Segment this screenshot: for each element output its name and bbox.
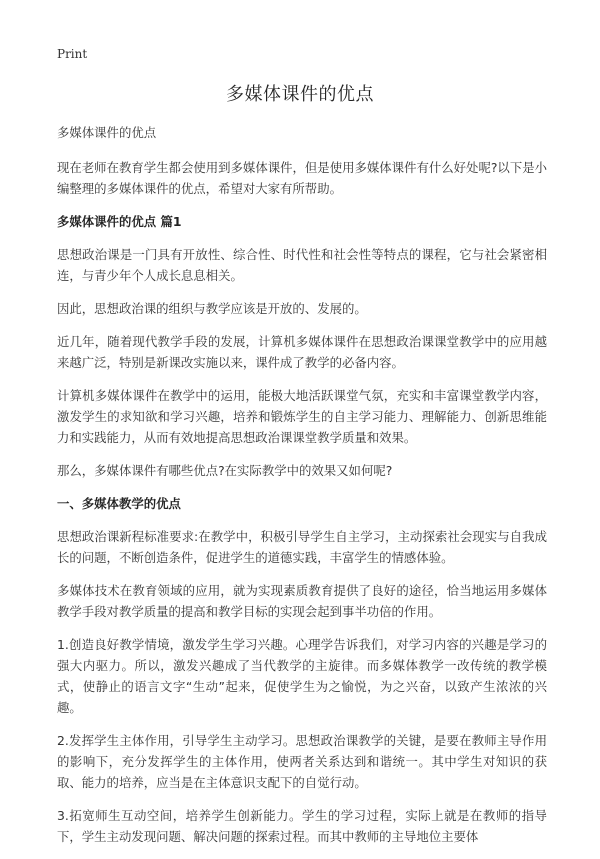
print-link[interactable]: Print <box>57 47 88 61</box>
document-title: 多媒体课件的优点 <box>226 84 374 105</box>
section-heading: 多媒体课件的优点 篇1 <box>57 214 182 229</box>
paragraph: 因此，思想政治课的组织与教学应该是开放的、发展的。 <box>57 301 367 316</box>
paragraph: 多媒体技术在教育领域的应用，就为实现素质教育提供了良好的途径，恰当地运用多媒体教学手段对教学质量的提高和教学目标的实现会起到事半功倍的作用。 <box>57 583 547 619</box>
intro-paragraph: 现在老师在教育学生都会使用到多媒体课件，但是使用多媒体课件有什么好处呢?以下是小编整理的多媒体课件的优点，希望对大家有所帮助。 <box>57 160 547 196</box>
paragraph: 那么，多媒体课件有哪些优点?在实际教学中的效果又如何呢? <box>57 463 393 478</box>
paragraph: 计算机多媒体课件在教学中的运用，能极大地活跃课堂气氛，充实和丰富课堂教学内容，激发学生的求知欲和学习兴趣，培养和锻炼学生的自主学习能力、理解能力、创新思维能力和实践能力，从而有效地提高思想政治课课堂教学质量和效果。 <box>57 388 547 445</box>
paragraph: 2.发挥学生主体作用，引导学生主动学习。思想政治课教学的关键，是要在教师主导作用的影响下，充分发挥学生的主体作用，使两者关系达到和谐统一。其中学生对知识的获取、能力的培养，应当是在主体意识支配下的自觉行动。 <box>57 733 547 790</box>
section-heading: 一、多媒体教学的优点 <box>57 496 181 511</box>
paragraph: 思想政治课新程标准要求:在教学中，积极引导学生自主学习，主动探索社会现实与自我成长的问题，不断创造条件，促进学生的道德实践，丰富学生的情感体验。 <box>57 529 547 565</box>
paragraph: 1.创造良好教学情境，激发学生学习兴趣。心理学告诉我们，对学习内容的兴趣是学习的强大内驱力。所以，激发兴趣成了当代教学的主旋律。而多媒体教学一改传统的教学模式，使静止的语言文字“生动”起来，促使学生为之愉悦，为之兴奋，以致产生浓浓的兴趣。 <box>57 637 547 715</box>
document-subtitle: 多媒体课件的优点 <box>57 125 157 140</box>
paragraph: 近几年，随着现代教学手段的发展，计算机多媒体课件在思想政治课课堂教学中的应用越来越广泛，特别是新课改实施以来，课件成了教学的必备内容。 <box>57 334 547 370</box>
paragraph: 3.拓宽师生互动空间，培养学生创新能力。学生的学习过程，实际上就是在教师的指导下，学生主动发现问题、解决问题的探索过程。而其中教师的主导地位主要体 <box>57 808 547 844</box>
paragraph: 思想政治课是一门具有开放性、综合性、时代性和社会性等特点的课程，它与社会紧密相连，与青少年个人成长息息相关。 <box>57 247 547 283</box>
document-body <box>57 122 547 859</box>
